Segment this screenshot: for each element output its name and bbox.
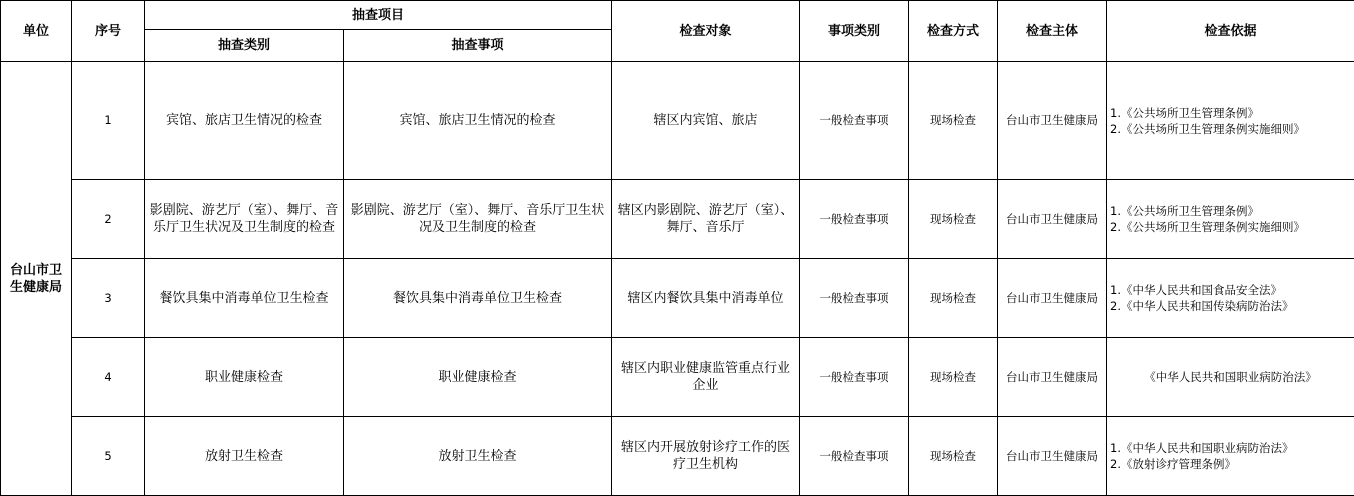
row-item-type: 一般检查事项 [800,180,909,259]
row-item: 职业健康检查 [344,338,612,417]
header-seq: 序号 [72,1,145,62]
basis-line: 1.《公共场所卫生管理条例》 [1110,203,1351,219]
row-method: 现场检查 [909,417,998,496]
row-subject: 台山市卫生健康局 [998,180,1107,259]
basis-line: 2.《公共场所卫生管理条例实施细则》 [1110,121,1351,137]
table-row [1,338,1354,417]
basis-line: 《中华人民共和国职业病防治法》 [1110,369,1351,385]
row-subject: 台山市卫生健康局 [998,417,1107,496]
basis-line: 2.《公共场所卫生管理条例实施细则》 [1110,219,1351,235]
row-item-type: 一般检查事项 [800,62,909,180]
table-row [1,180,1354,259]
row-basis [1107,338,1354,417]
row-item-type: 一般检查事项 [800,417,909,496]
row-item: 宾馆、旅店卫生情况的检查 [344,62,612,180]
row-object: 辖区内开展放射诊疗工作的医疗卫生机构 [612,417,800,496]
row-subject: 台山市卫生健康局 [998,62,1107,180]
row-object: 辖区内宾馆、旅店 [612,62,800,180]
row-method: 现场检查 [909,338,998,417]
row-method: 现场检查 [909,259,998,338]
row-item-type: 一般检查事项 [800,338,909,417]
header-unit: 单位 [1,1,72,62]
header-object: 检查对象 [612,1,800,62]
basis-line: 1.《中华人民共和国食品安全法》 [1110,282,1351,298]
row-basis [1107,259,1354,338]
row-seq: 3 [72,259,145,338]
row-basis [1107,180,1354,259]
header-category: 抽查类别 [145,30,344,62]
row-subject: 台山市卫生健康局 [998,259,1107,338]
table-row [1,417,1354,496]
header-basis: 检查依据 [1107,1,1354,62]
header-item: 抽查事项 [344,30,612,62]
row-item: 放射卫生检查 [344,417,612,496]
row-basis [1107,62,1354,180]
row-category: 影剧院、游艺厅（室）、舞厅、音乐厅卫生状况及卫生制度的检查 [145,180,344,259]
row-category: 职业健康检查 [145,338,344,417]
header-project: 抽查项目 [145,1,612,30]
header-item-type: 事项类别 [800,1,909,62]
row-seq: 1 [72,62,145,180]
row-item: 餐饮具集中消毒单位卫生检查 [344,259,612,338]
header-subject: 检查主体 [998,1,1107,62]
row-item-type: 一般检查事项 [800,259,909,338]
row-method: 现场检查 [909,180,998,259]
header-method: 检查方式 [909,1,998,62]
basis-line: 2.《中华人民共和国传染病防治法》 [1110,298,1351,314]
row-category: 宾馆、旅店卫生情况的检查 [145,62,344,180]
row-object: 辖区内餐饮具集中消毒单位 [612,259,800,338]
row-category: 放射卫生检查 [145,417,344,496]
row-subject: 台山市卫生健康局 [998,338,1107,417]
row-method: 现场检查 [909,62,998,180]
row-seq: 2 [72,180,145,259]
row-seq: 5 [72,417,145,496]
row-category: 餐饮具集中消毒单位卫生检查 [145,259,344,338]
table-row [1,62,1354,180]
unit-name: 台山市卫生健康局 [1,62,72,496]
row-item: 影剧院、游艺厅（室）、舞厅、音乐厅卫生状况及卫生制度的检查 [344,180,612,259]
row-object: 辖区内影剧院、游艺厅（室）、舞厅、音乐厅 [612,180,800,259]
basis-line: 1.《公共场所卫生管理条例》 [1110,105,1351,121]
row-object: 辖区内职业健康监管重点行业企业 [612,338,800,417]
basis-line: 1.《中华人民共和国职业病防治法》 [1110,440,1351,456]
basis-line: 2.《放射诊疗管理条例》 [1110,456,1351,472]
row-basis [1107,417,1354,496]
row-seq: 4 [72,338,145,417]
table-row [1,259,1354,338]
